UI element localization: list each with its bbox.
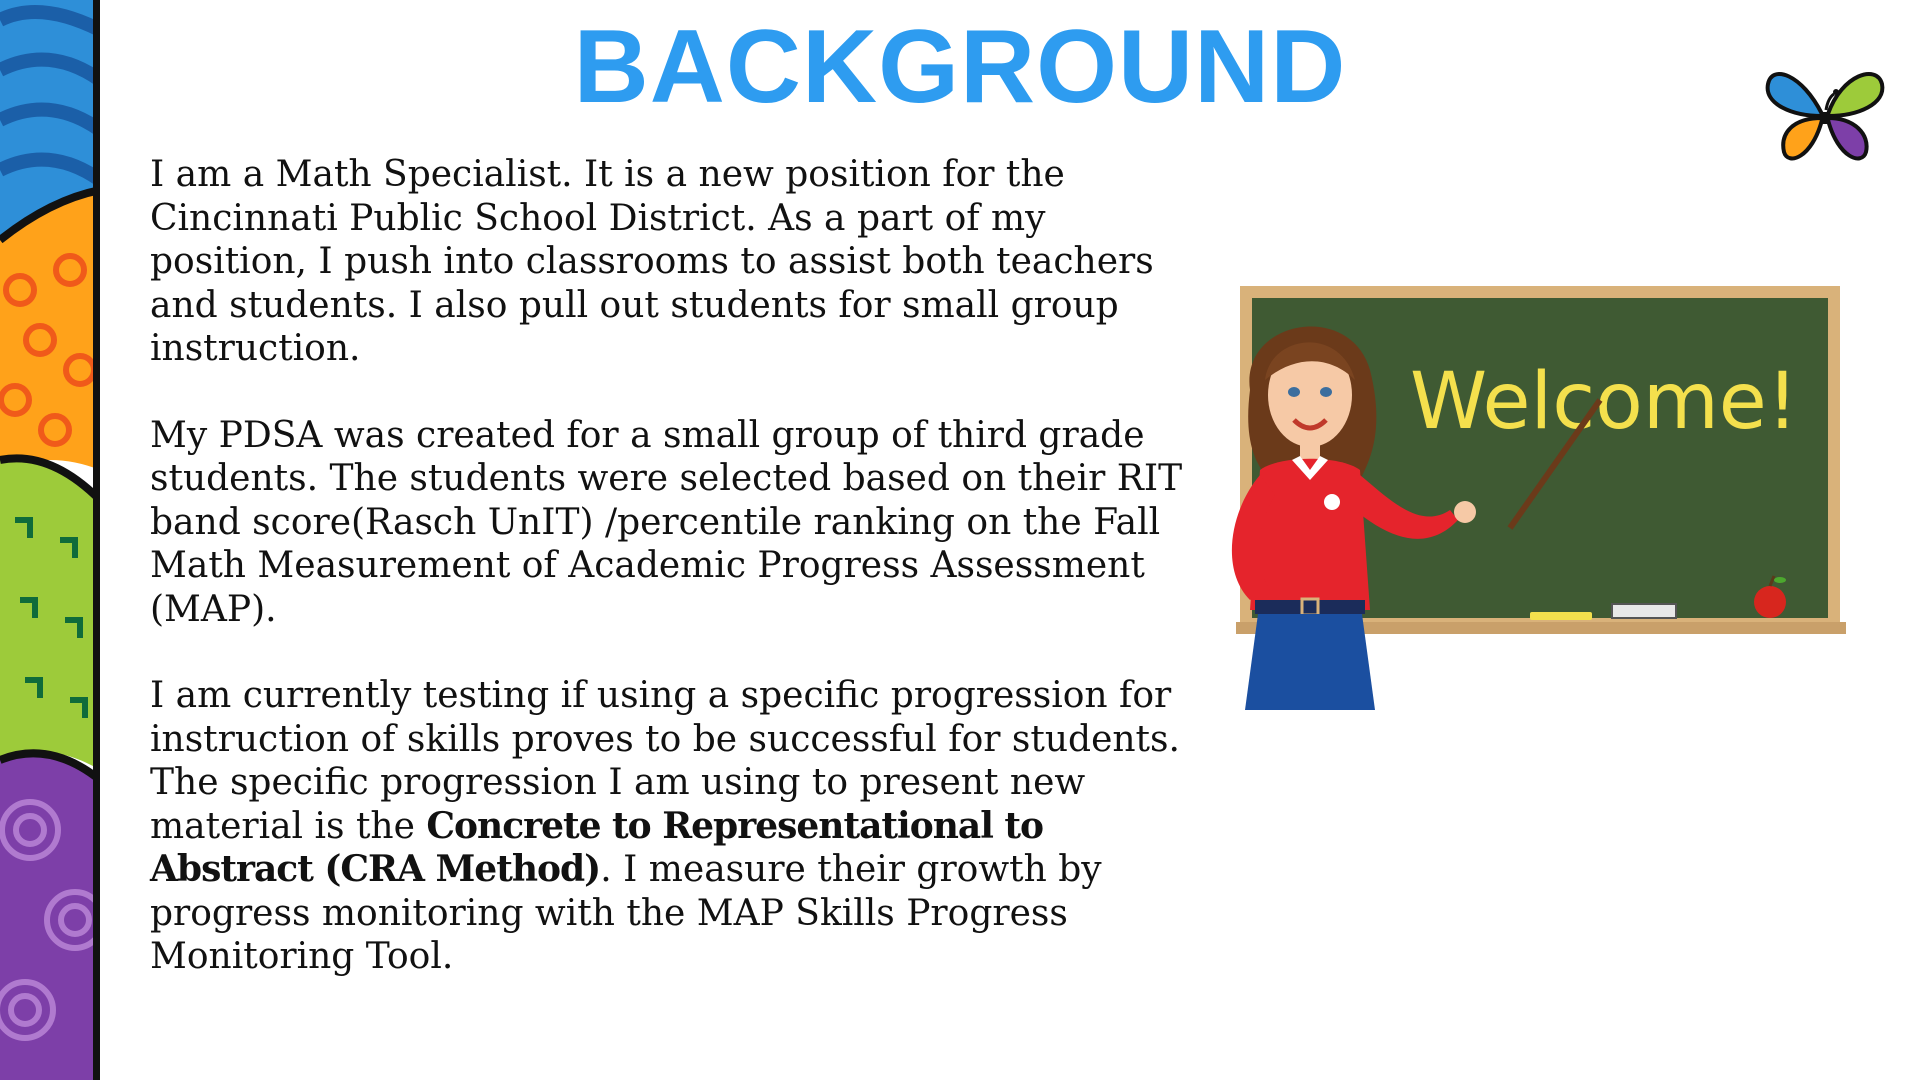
body-text: [150, 153, 1190, 1022]
paragraph-testing-end: . I measure their growth by progress monitoring with the MAP Skills Progress Monitoring Tool.: [150, 849, 1102, 977]
chalkboard-welcome-text: Welcome!: [1410, 357, 1799, 447]
paragraph-role: I am a Math Specialist. It is a new position for the Cincinnati Public School District. As a part of my position, I push into classrooms to assist both teachers and students. I also pull out students for small group instruction.: [150, 154, 1154, 369]
decorative-side-strip: [0, 0, 100, 1080]
teacher-illustration: [1210, 280, 1850, 710]
paragraph-pdsa: My PDSA was created for a small group of third grade students. The students were selected based on their RIT band score(Rasch UnIT) /percentile ranking on the Fall Math Measurement of Academic Progress Assessment (MAP).: [150, 414, 1183, 630]
page-title: BACKGROUND: [573, 9, 1347, 125]
paragraph-testing: [150, 674, 1190, 979]
paragraph-testing-start: I am currently testing if using a specific progression for instruction of skills proves to be successful for students. The specific progression I am using to present new material is the: [150, 675, 1180, 847]
butterfly-logo-icon: [1762, 54, 1888, 170]
cra-method-highlight: Concrete to Representational to Abstract (CRA Method): [150, 804, 1044, 890]
